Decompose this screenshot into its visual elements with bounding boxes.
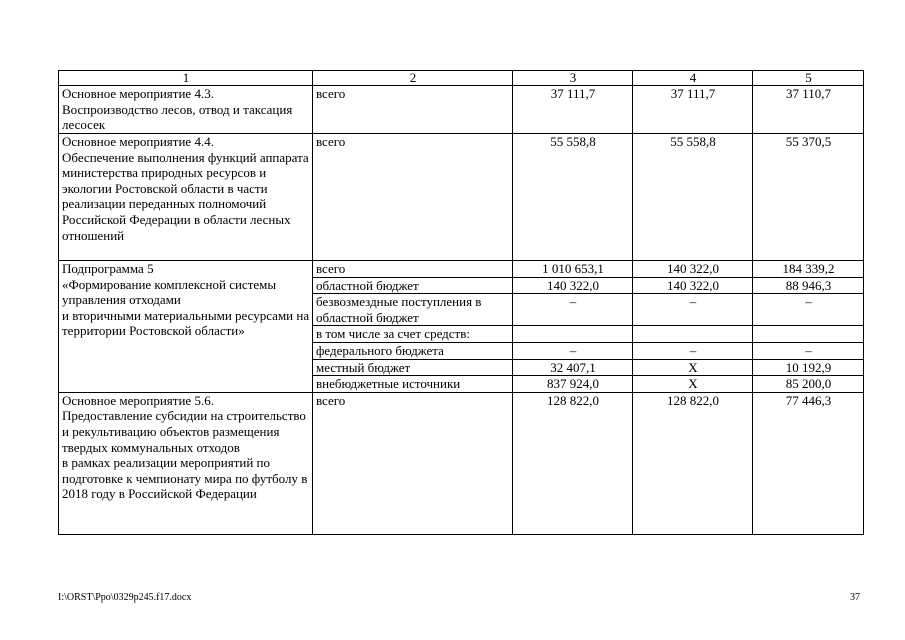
activity-4-3-source: всего: [313, 86, 513, 134]
subprogram-5-col5: 85 200,0: [753, 376, 864, 393]
budget-table: [58, 70, 864, 535]
subprogram-5-source: в том числе за счет средств:: [313, 326, 513, 343]
activity-4-3-col5: 37 110,7: [753, 86, 864, 134]
activity-5-6-col4: 128 822,0: [633, 392, 753, 534]
subprogram-5-col3: 32 407,1: [513, 359, 633, 376]
activity-4-4-col5: 55 370,5: [753, 134, 864, 261]
subprogram-5-source: безвозмездные поступления в областной бюджет: [313, 294, 513, 326]
file-path: I:\ORST\Ppo\0329p245.f17.docx: [58, 592, 192, 603]
activity-4-4-source: всего: [313, 134, 513, 261]
table-row: [59, 134, 864, 261]
subprogram-5-col4: [633, 326, 753, 343]
activity-5-6-name: Основное мероприятие 5.6. Предоставление субсидии на строительство и рекультивацию объектов размещения твердых коммунальных отходов в рамках реализации мероприятий по подготовке к чемпионату мира по футболу в 2018 году в Российской Федерации: [59, 392, 313, 534]
subprogram-5-source: областной бюджет: [313, 277, 513, 294]
activity-5-6-source: всего: [313, 392, 513, 534]
table-row: [59, 392, 864, 534]
subprogram-5-col5: 10 192,9: [753, 359, 864, 376]
header-col-5: 5: [753, 71, 864, 86]
subprogram-5-col3: [513, 326, 633, 343]
subprogram-5-col5: –: [753, 294, 864, 326]
activity-4-3-name: Основное мероприятие 4.3. Воспроизводство лесов, отвод и таксация лесосек: [59, 86, 313, 134]
subprogram-5-col3: –: [513, 294, 633, 326]
subprogram-5-source: всего: [313, 261, 513, 278]
subprogram-5-col4: Х: [633, 359, 753, 376]
subprogram-5-col4: 140 322,0: [633, 277, 753, 294]
page-number: 37: [850, 592, 860, 603]
header-col-4: 4: [633, 71, 753, 86]
subprogram-5-source: внебюджетные источники: [313, 376, 513, 393]
subprogram-5-col3: 140 322,0: [513, 277, 633, 294]
subprogram-5-col3: 1 010 653,1: [513, 261, 633, 278]
subprogram-5-source: местный бюджет: [313, 359, 513, 376]
activity-4-3-col3: 37 111,7: [513, 86, 633, 134]
header-col-1: 1: [59, 71, 313, 86]
table-row: [59, 261, 864, 278]
header-col-2: 2: [313, 71, 513, 86]
activity-4-4-name: Основное мероприятие 4.4. Обеспечение выполнения функций аппарата министерства природных ресурсов и экологии Ростовской области в части реализации переданных полномочий Российской Федерации в области лесных отношений: [59, 134, 313, 261]
header-col-3: 3: [513, 71, 633, 86]
subprogram-5-col3: 837 924,0: [513, 376, 633, 393]
table-row: [59, 86, 864, 134]
subprogram-5-source: федерального бюджета: [313, 342, 513, 359]
subprogram-5-col4: 140 322,0: [633, 261, 753, 278]
subprogram-5-col5: 184 339,2: [753, 261, 864, 278]
activity-5-6-col3: 128 822,0: [513, 392, 633, 534]
activity-5-6-col5: 77 446,3: [753, 392, 864, 534]
header-row: [59, 71, 864, 86]
subprogram-5-col5: –: [753, 342, 864, 359]
subprogram-5-col5: 88 946,3: [753, 277, 864, 294]
subprogram-5-col3: –: [513, 342, 633, 359]
subprogram-5-col4: –: [633, 342, 753, 359]
subprogram-5-col5: [753, 326, 864, 343]
subprogram-5-name: Подпрограмма 5 «Формирование комплексной системы управления отходами и вторичными материальными ресурсами на территории Ростовской области»: [59, 261, 313, 393]
subprogram-5-col4: Х: [633, 376, 753, 393]
subprogram-5-col4: –: [633, 294, 753, 326]
activity-4-3-col4: 37 111,7: [633, 86, 753, 134]
activity-4-4-col3: 55 558,8: [513, 134, 633, 261]
activity-4-4-col4: 55 558,8: [633, 134, 753, 261]
